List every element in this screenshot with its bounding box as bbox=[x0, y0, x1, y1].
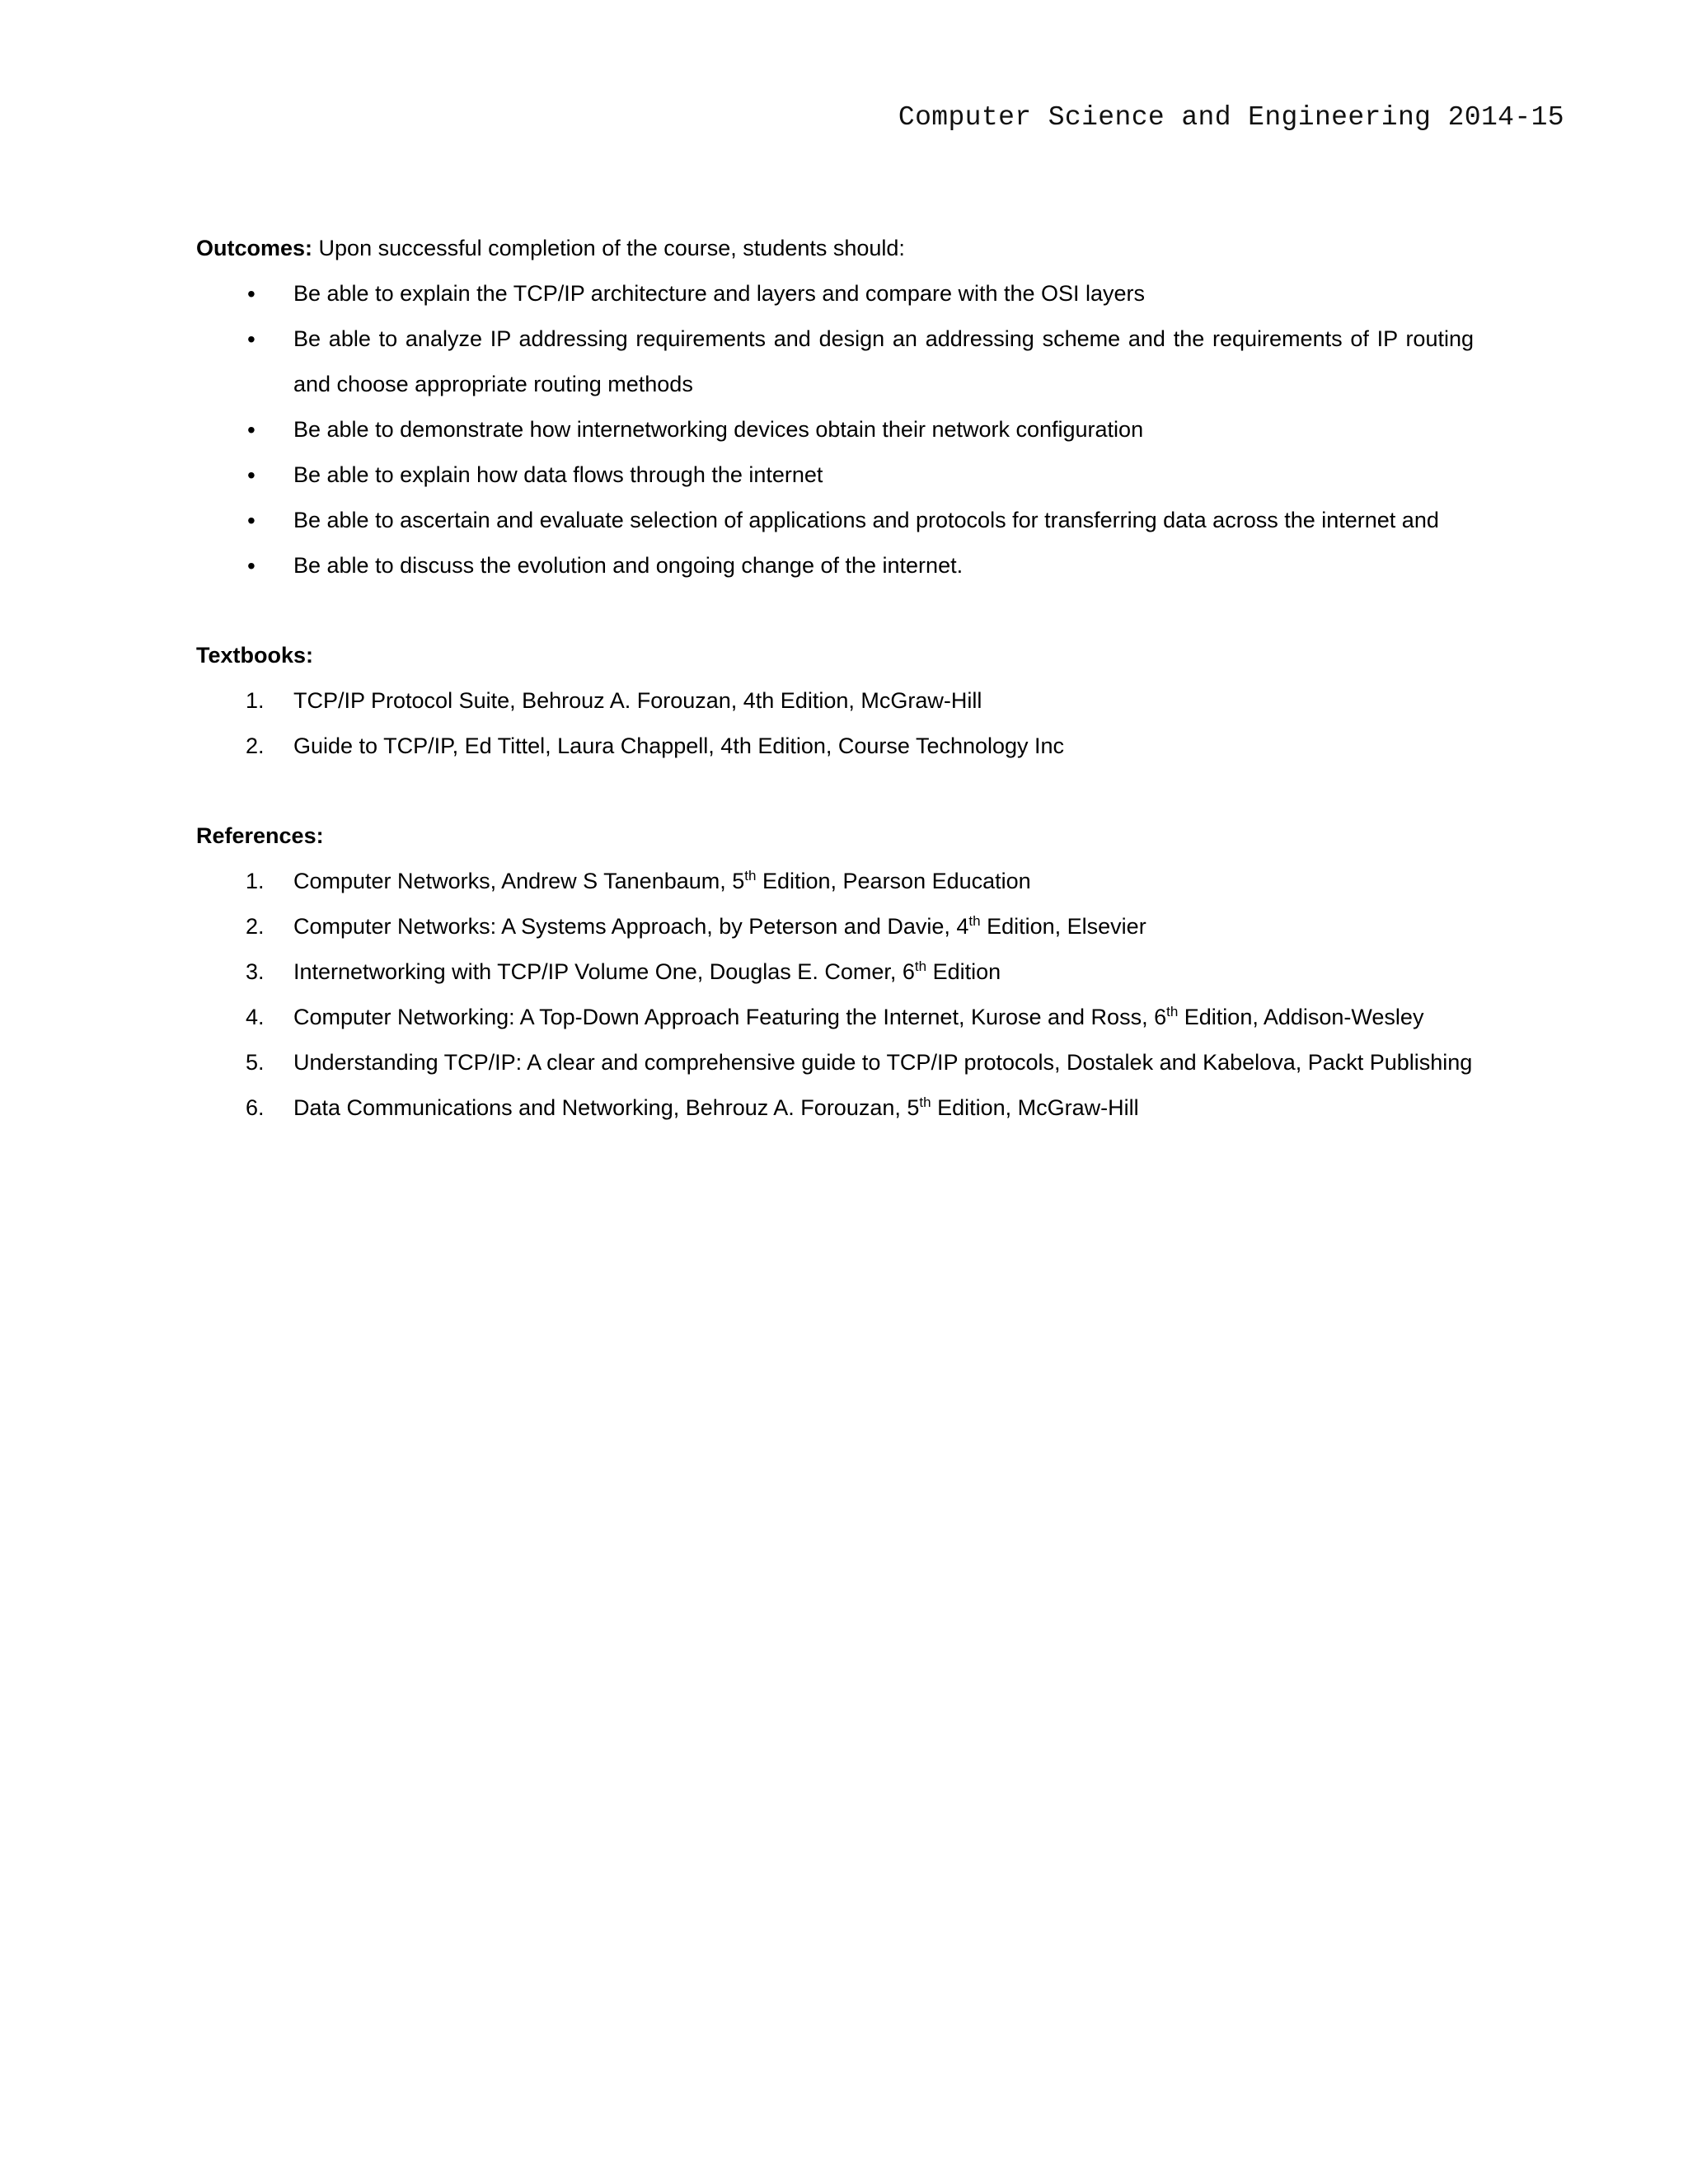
list-number: 3. bbox=[246, 959, 265, 984]
reference-text: Understanding TCP/IP: A clear and comprehensive guide to TCP/IP protocols, Dostalek and Kabelova, Packt Publishing bbox=[293, 1050, 1473, 1075]
superscript: th bbox=[744, 868, 757, 883]
reference-item bbox=[196, 859, 1474, 904]
reference-text-tail: Edition, Addison-Wesley bbox=[1178, 1005, 1424, 1029]
reference-text: Computer Networking: A Top-Down Approach Featuring the Internet, Kurose and Ross, 6 bbox=[293, 1005, 1167, 1029]
reference-text-tail: Edition bbox=[926, 959, 1001, 984]
bullet-icon: • bbox=[247, 326, 256, 352]
reference-text: Data Communications and Networking, Behrouz A. Forouzan, 5 bbox=[293, 1095, 920, 1120]
outcome-text: Be able to explain how data flows through the internet bbox=[293, 462, 823, 487]
section-gap bbox=[196, 769, 1474, 813]
textbooks-list bbox=[196, 678, 1474, 769]
outcome-text: Be able to discuss the evolution and ongoing change of the internet. bbox=[293, 553, 964, 578]
superscript: th bbox=[914, 958, 927, 974]
outcomes-intro bbox=[196, 226, 1474, 271]
reference-text-tail: Edition, Elsevier bbox=[980, 914, 1146, 939]
references-title: References: bbox=[196, 823, 324, 848]
outcome-text: Be able to explain the TCP/IP architecture and layers and compare with the OSI layers bbox=[293, 281, 1146, 306]
textbook-text: Guide to TCP/IP, Ed Tittel, Laura Chappell, 4th Edition, Course Technology Inc bbox=[293, 733, 1065, 758]
textbook-item bbox=[196, 678, 1474, 724]
document-body bbox=[196, 226, 1474, 1131]
references-section bbox=[196, 813, 1474, 1131]
reference-text: Computer Networks, Andrew S Tanenbaum, 5 bbox=[293, 869, 745, 893]
bullet-icon: • bbox=[247, 553, 256, 579]
list-number: 1. bbox=[246, 688, 265, 713]
outcomes-intro-text: Upon successful completion of the course, students should: bbox=[312, 236, 905, 260]
outcomes-section bbox=[196, 226, 1474, 588]
superscript: th bbox=[968, 913, 981, 929]
bullet-icon: • bbox=[247, 462, 256, 488]
list-number: 5. bbox=[246, 1050, 265, 1075]
reference-text: Computer Networks: A Systems Approach, by Peterson and Davie, 4 bbox=[293, 914, 969, 939]
list-number: 4. bbox=[246, 1005, 265, 1029]
reference-item bbox=[196, 949, 1474, 995]
outcome-item bbox=[196, 271, 1474, 316]
superscript: th bbox=[1166, 1004, 1179, 1019]
outcome-text: Be able to analyze IP addressing requirements and design an addressing scheme and the requirements of IP routing and choose appropriate routing methods bbox=[293, 326, 1474, 396]
reference-text-tail: Edition, Pearson Education bbox=[756, 869, 1031, 893]
section-gap bbox=[196, 588, 1474, 633]
page-header: Computer Science and Engineering 2014-15 bbox=[898, 102, 1564, 133]
outcomes-title: Outcomes: bbox=[196, 236, 313, 260]
outcomes-list bbox=[196, 271, 1474, 588]
outcome-item bbox=[196, 543, 1474, 588]
outcome-item bbox=[196, 316, 1474, 407]
outcome-text: Be able to demonstrate how internetworking devices obtain their network configuration bbox=[293, 417, 1144, 442]
textbook-item bbox=[196, 724, 1474, 769]
outcome-text: Be able to ascertain and evaluate selection of applications and protocols for transferring data across the internet and bbox=[293, 508, 1439, 532]
reference-item bbox=[196, 1040, 1474, 1085]
outcome-item bbox=[196, 498, 1474, 543]
bullet-icon: • bbox=[247, 417, 256, 443]
bullet-icon: • bbox=[247, 281, 256, 307]
list-number: 2. bbox=[246, 733, 265, 758]
outcome-item bbox=[196, 407, 1474, 452]
reference-text: Internetworking with TCP/IP Volume One, Douglas E. Comer, 6 bbox=[293, 959, 915, 984]
list-number: 1. bbox=[246, 869, 265, 893]
list-number: 6. bbox=[246, 1095, 265, 1120]
reference-text-tail: Edition, McGraw-Hill bbox=[931, 1095, 1139, 1120]
reference-item bbox=[196, 1085, 1474, 1131]
textbook-text: TCP/IP Protocol Suite, Behrouz A. Forouzan, 4th Edition, McGraw-Hill bbox=[293, 688, 982, 713]
superscript: th bbox=[919, 1094, 931, 1110]
outcome-item bbox=[196, 452, 1474, 498]
textbooks-section bbox=[196, 633, 1474, 769]
textbooks-title: Textbooks: bbox=[196, 643, 314, 668]
reference-item bbox=[196, 995, 1474, 1040]
list-number: 2. bbox=[246, 914, 265, 939]
bullet-icon: • bbox=[247, 508, 256, 533]
references-list bbox=[196, 859, 1474, 1131]
reference-item bbox=[196, 904, 1474, 949]
